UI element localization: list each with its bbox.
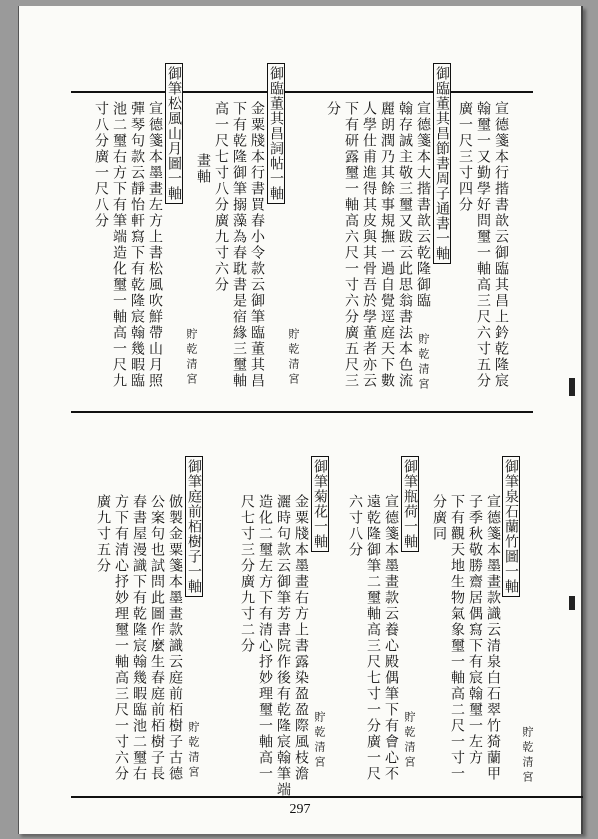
collection-location: 貯乾清宮 xyxy=(521,726,534,786)
collection-location: 貯乾清宮 xyxy=(187,721,200,781)
lower-text-block xyxy=(71,459,583,798)
text-column: 分 xyxy=(325,101,341,117)
entry-heading: 御筆菊花一軸 xyxy=(311,456,329,552)
collection-location: 貯乾清宮 xyxy=(417,333,430,393)
text-column: 翰存誠主敬三璽又跋云此思翁書法本色流 xyxy=(397,101,413,389)
text-column: 下有觀天地生物氣象璽一軸高二尺一寸一 xyxy=(449,494,465,782)
text-column: 寸八分廣一尺八分 xyxy=(93,101,109,229)
collection-location: 貯乾清宮 xyxy=(403,711,416,771)
text-column: 宣德箋本墨畫款識云清泉白石翠竹猗蘭甲 xyxy=(485,494,501,782)
text-column: 造化二璽左方下有清心抒妙理璽一軸高一 xyxy=(257,494,273,782)
text-column: 宣德箋本行揩書歆云御臨其昌上鈐乾隆宸 xyxy=(493,101,509,389)
collection-location: 貯乾清宮 xyxy=(313,711,326,771)
text-column: 宣德箋本墨畫款云養心殿偶筆下有會心不 xyxy=(383,494,399,782)
text-column: 遠乾隆御筆二璽軸高三尺七寸一分廣一尺 xyxy=(365,494,381,782)
text-column: 金粟牋本墨畫右方上書露染盈盈際風枝澹 xyxy=(293,494,309,782)
entry-heading: 御臨董其昌詞帖一軸 xyxy=(267,63,285,204)
text-column: 彈琴句款云靜怡軒寫下有乾隆宸翰幾暇臨 xyxy=(129,101,145,389)
text-column: 人學仕甫進得其皮與其骨吾於學董者亦云 xyxy=(361,101,377,389)
text-column: 麗朗潤乃其餘事規撫一過自覺逕庭天下數 xyxy=(379,101,395,389)
text-column: 公案句也試問此圖作麼生春庭前栢樹子長 xyxy=(149,494,165,782)
text-column: 宣德箋本大揩書歆云乾隆御臨 xyxy=(415,101,431,309)
text-column: 金粟牋本行書買春小令款云御筆臨董其昌 xyxy=(249,101,265,389)
page-number: 297 xyxy=(289,802,311,817)
text-column: 尺七寸三分廣九寸二分 xyxy=(239,494,255,654)
book-page xyxy=(18,6,583,834)
entry-heading: 御筆松風山月圖一軸 xyxy=(165,63,183,204)
text-column: 春書屋漫識下有乾隆宸翰幾暇臨池二璽右 xyxy=(131,494,147,782)
text-column: 廣九寸五分 xyxy=(95,494,111,574)
text-column: 六寸八分 xyxy=(347,494,363,558)
text-column: 翰璽一又勤學好問璽一軸高三尺六寸五分 xyxy=(475,101,491,389)
text-column: 子季秋敬勝齋居偶寫下有宸翰璽一左方 xyxy=(467,494,483,766)
entry-heading: 御筆庭前栢樹子一軸 xyxy=(185,456,203,597)
collection-location: 貯乾清宮 xyxy=(287,328,300,388)
text-column: 方下有清心抒妙理璽一軸高三尺一寸六分 xyxy=(113,494,129,782)
page-edge-mark xyxy=(569,378,575,396)
text-column: 灑時句款云御筆芳書院作後有乾隆宸翰筆端 xyxy=(275,494,291,798)
text-column: 池二璽右方下有筆端造化璽一軸高一尺九 xyxy=(111,101,127,389)
collection-location: 貯乾清宮 xyxy=(185,328,198,388)
entry-heading: 御筆瓶荷一軸 xyxy=(401,456,419,552)
text-column: 倣製金粟箋本墨畫款識云庭前栢樹子古德 xyxy=(167,494,183,782)
text-column: 高一尺七寸八分廣九寸六分 xyxy=(213,101,229,293)
text-column: 宣德箋本墨畫左方上書松風吹鮮帶山月照 xyxy=(147,101,163,389)
entry-heading: 御筆泉石蘭竹圖一軸 xyxy=(502,456,520,597)
text-column: 下有乾隆御筆搦藻為春耽書是宿緣三璽軸 xyxy=(231,101,247,389)
entry-heading: 御臨董其昌節書周子通書一軸 xyxy=(433,63,451,264)
text-column: 下有研露璽一軸高六尺一寸六分廣五尺三 xyxy=(343,101,359,389)
text-column: 畫軸 xyxy=(195,153,211,185)
upper-text-block xyxy=(71,66,533,413)
text-column: 分廣同 xyxy=(431,494,447,542)
text-column: 廣一尺三寸四分 xyxy=(457,101,473,213)
